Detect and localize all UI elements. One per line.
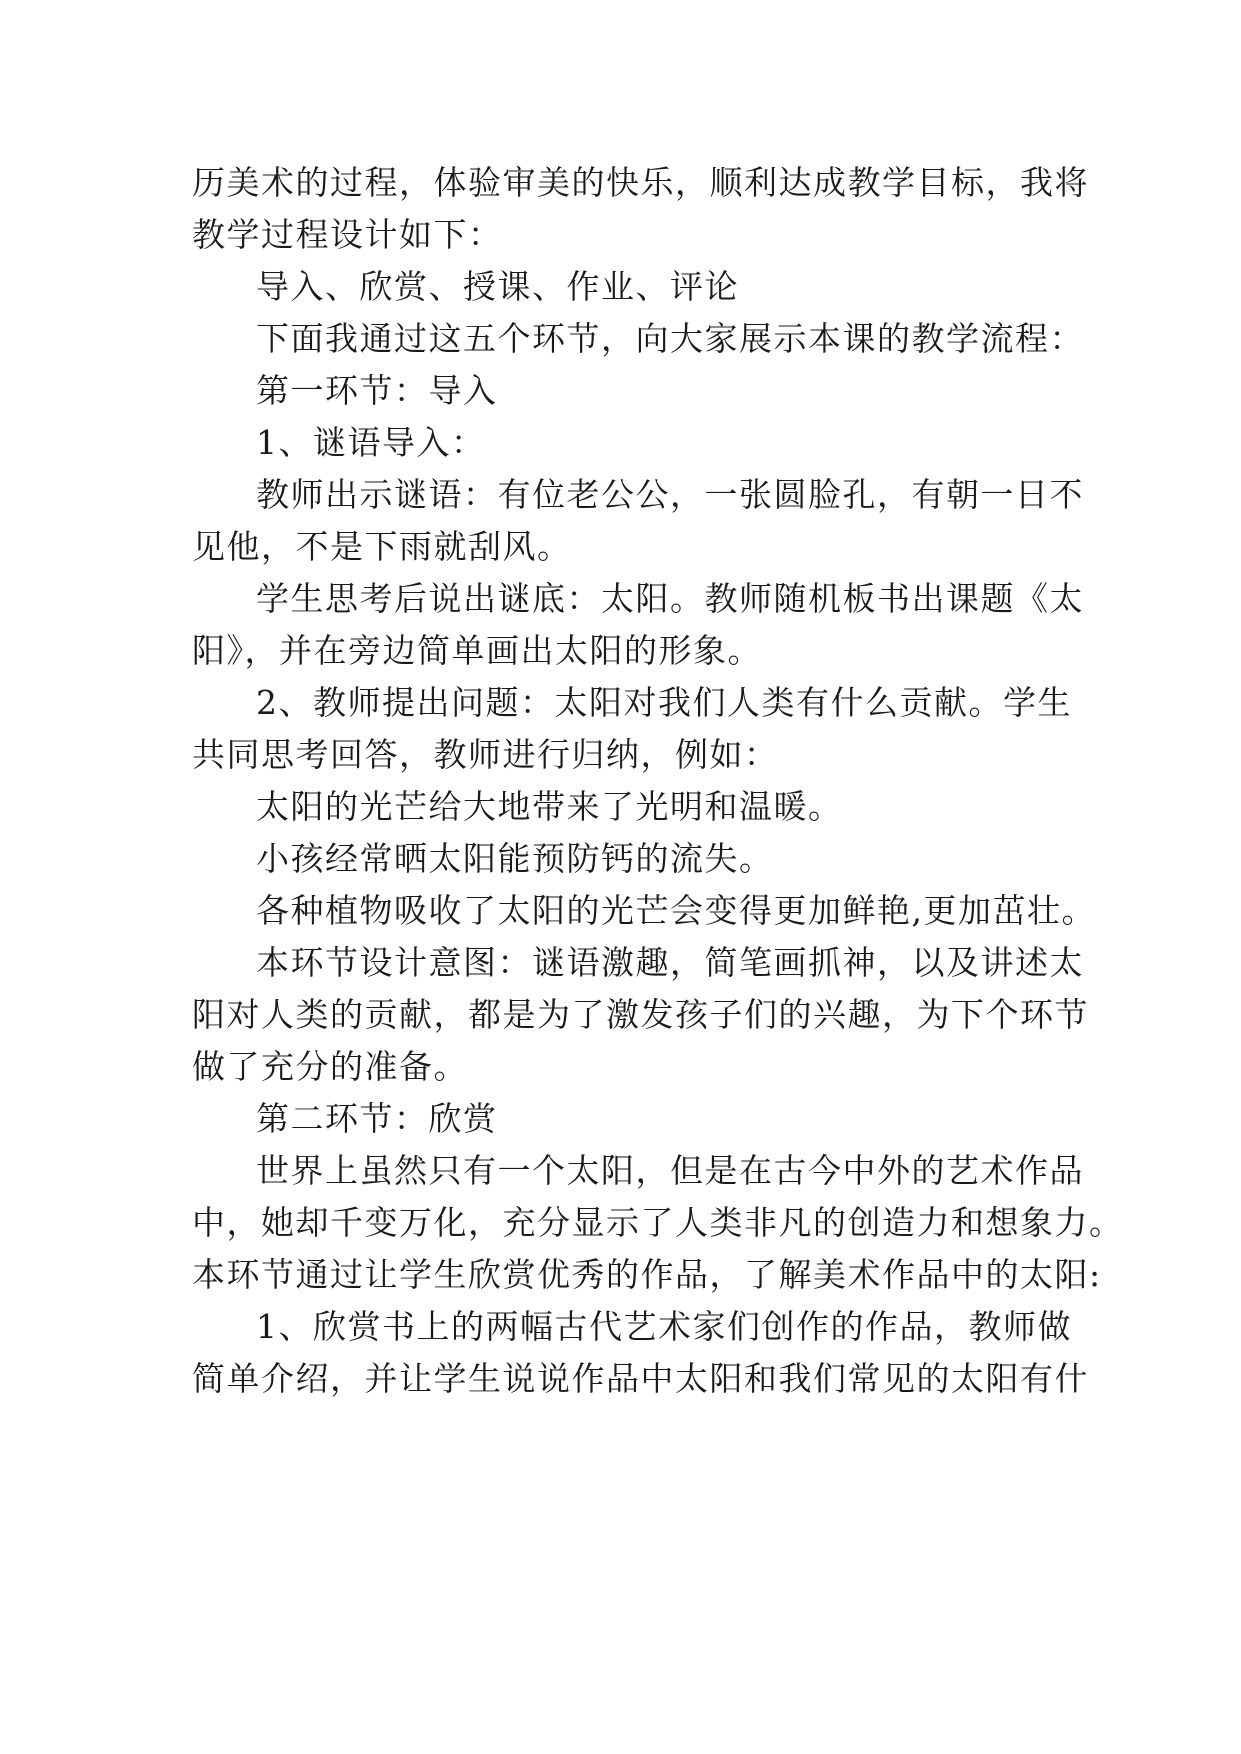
text-line: 中，她却千变万化，充分显示了人类非凡的创造力和想象力。 xyxy=(192,1203,1124,1242)
text-line: 阳》，并在旁边简单画出太阳的形象。 xyxy=(192,631,762,670)
section-heading: 第一环节：导入 xyxy=(256,371,498,410)
text-line: 各种植物吸收了太阳的光芒会变得更加鲜艳,更加茁壮。 xyxy=(256,891,1096,930)
text-line: 做了充分的准备。 xyxy=(192,1047,468,1086)
text-line: 见他，不是下雨就刮风。 xyxy=(192,527,572,566)
text-line: 2、教师提出问题：太阳对我们人类有什么贡献。学生 xyxy=(256,683,1072,722)
text-line: 1、欣赏书上的两幅古代艺术家们创作的作品，教师做 xyxy=(256,1307,1072,1346)
text-line: 学生思考后说出谜底：太阳。教师随机板书出课题《太 xyxy=(256,579,1084,618)
text-line: 太阳的光芒给大地带来了光明和温暖。 xyxy=(256,787,843,826)
text-line: 教学过程设计如下： xyxy=(192,215,503,254)
text-line: 导入、欣赏、授课、作业、评论 xyxy=(256,267,739,306)
text-line: 世界上虽然只有一个太阳，但是在古今中外的艺术作品 xyxy=(256,1151,1084,1190)
text-line: 阳对人类的贡献，都是为了激发孩子们的兴趣，为下个环节 xyxy=(192,995,1089,1034)
text-line: 历美术的过程，体验审美的快乐，顺利达成教学目标，我将 xyxy=(192,163,1089,202)
text-line: 教师出示谜语：有位老公公，一张圆脸孔，有朝一日不 xyxy=(256,475,1084,514)
text-line: 本环节设计意图：谜语激趣，简笔画抓神，以及讲述太 xyxy=(256,943,1084,982)
text-line: 简单介绍，并让学生说说作品中太阳和我们常见的太阳有什 xyxy=(192,1359,1089,1398)
text-line: 共同思考回答，教师进行归纳，例如： xyxy=(192,735,779,774)
text-line: 本环节通过让学生欣赏优秀的作品，了解美术作品中的太阳: xyxy=(192,1255,1102,1294)
text-line: 小孩经常晒太阳能预防钙的流失。 xyxy=(256,839,774,878)
text-line: 下面我通过这五个环节，向大家展示本课的教学流程： xyxy=(256,319,1084,358)
text-line: 1、谜语导入： xyxy=(256,423,486,462)
section-heading: 第二环节：欣赏 xyxy=(256,1099,498,1138)
